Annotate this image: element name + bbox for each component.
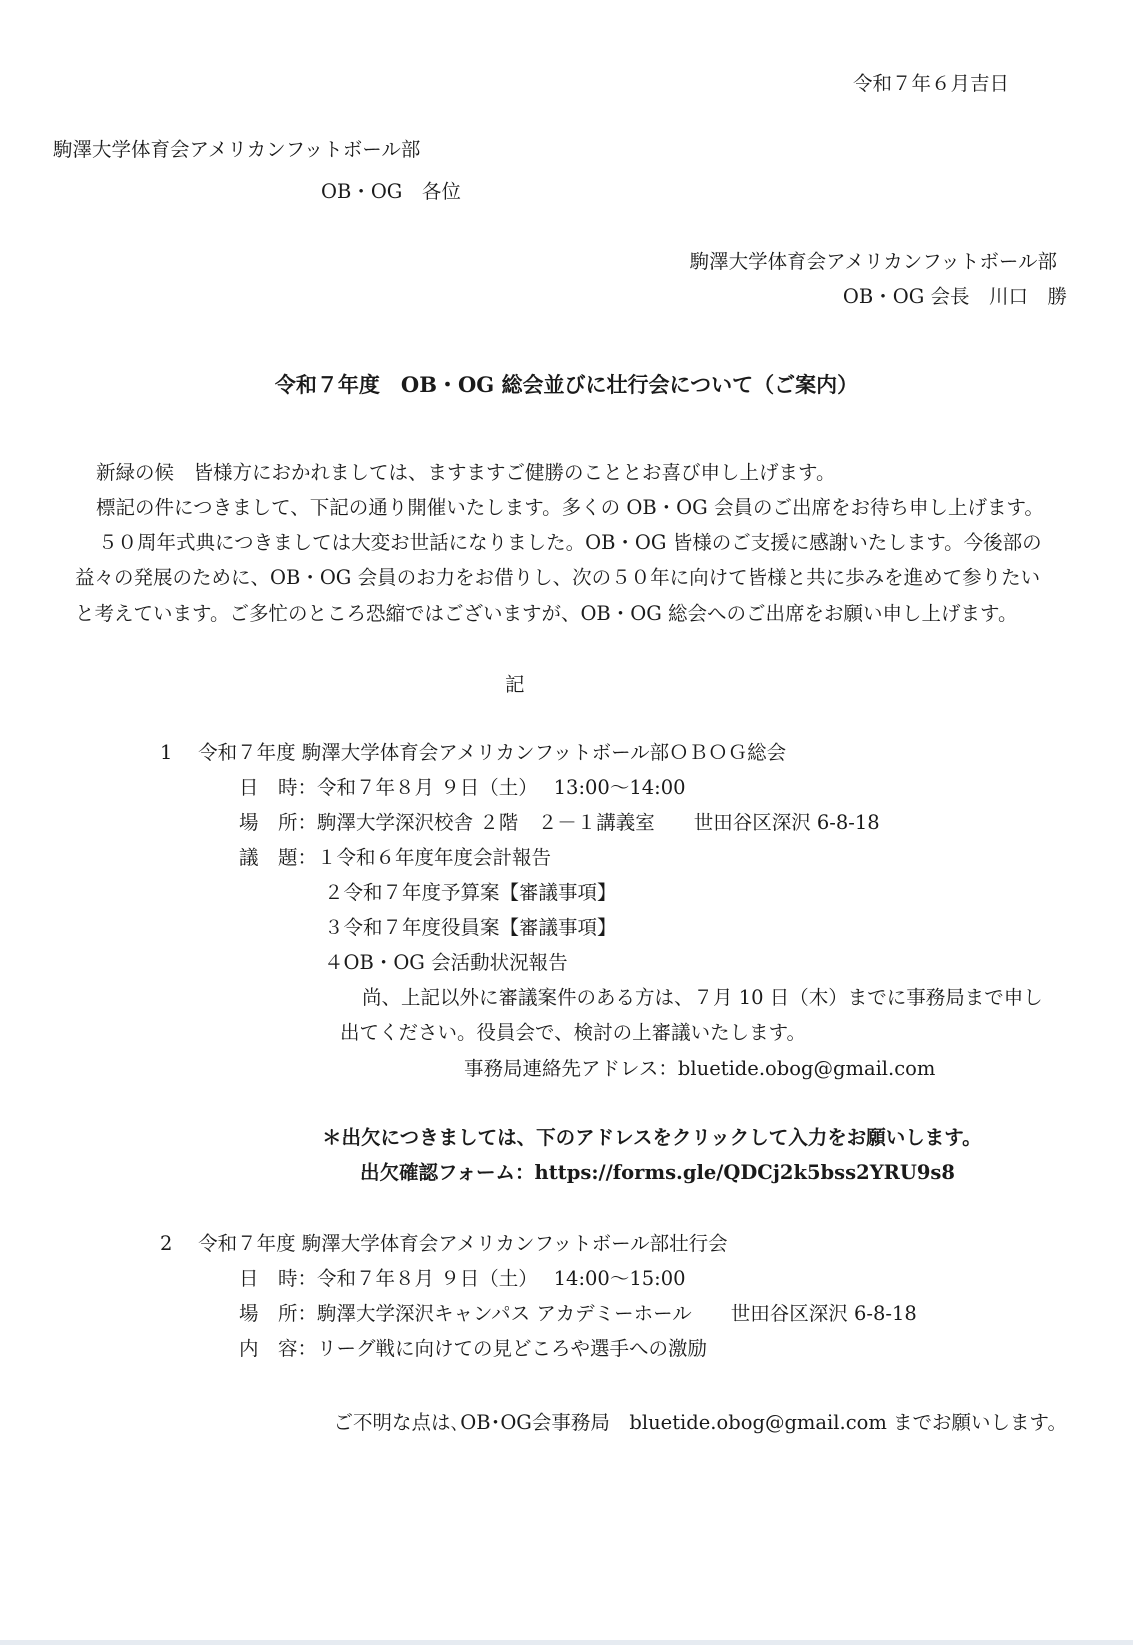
body-paragraph-3-line-3: と考えています。ご多忙のところ恐縮ではございますが、OB・OG 総会へのご出席をお願い申し上げます。: [75, 602, 1018, 625]
ki-marker: 記: [505, 673, 525, 696]
body-paragraph-1: 新緑の候 皆様方におかれましては、ますますご健勝のこととお喜び申し上げます。: [96, 461, 836, 484]
section2-datetime: 日 時：令和７年８月 ９日（土） 14:00～15:00: [239, 1267, 686, 1290]
section2-content: 内 容：リーグ戦に向けての見どころや選手への激励: [239, 1337, 708, 1360]
sender-organization: 駒澤大学体育会アメリカンフットボール部: [689, 250, 1057, 273]
page-bottom-bar: [0, 1640, 1133, 1645]
document-title: 令和７年度 OB・OG 総会並びに壮行会について（ご案内）: [274, 372, 859, 397]
footer-contact-note: ご不明な点は､OB･OG会事務局 bluetide.obog@gmail.com までお願いします。: [333, 1411, 1067, 1434]
section2-heading: 2 令和７年度 駒澤大学体育会アメリカンフットボール部壮行会: [160, 1232, 728, 1255]
sender-name: OB・OG 会長 川口 勝: [842, 285, 1067, 308]
section1-agenda-item-2: ２令和７年度予算案【審議事項】: [324, 881, 617, 904]
section1-agenda-item-3: ３令和７年度役員案【審議事項】: [324, 916, 617, 939]
recipient-line-2: OB・OG 各位: [321, 180, 461, 203]
section1-datetime: 日 時：令和７年８月 ９日（土） 13:00～14:00: [239, 776, 686, 799]
document-date: 令和７年６月吉日: [852, 72, 1009, 95]
rsvp-instruction: ＊出欠につきましては、下のアドレスをクリックして入力をお願いします。: [322, 1126, 982, 1149]
body-paragraph-3-line-2: 益々の発展のために、OB・OG 会員のお力をお借りし、次の５０年に向けて皆様と共に歩みを進めて参りたい: [75, 566, 1041, 589]
body-paragraph-2: 標記の件につきまして、下記の通り開催いたします。多くの OB・OG 会員のご出席をお待ち申し上げます。: [96, 496, 1044, 519]
section1-heading: 1 令和７年度 駒澤大学体育会アメリカンフットボール部ＯＢＯＧ総会: [160, 741, 787, 764]
section1-note-line-1: 尚、上記以外に審議案件のある方は、７月 10 日（木）までに事務局まで申し: [362, 986, 1043, 1009]
section1-agenda-item-1: 議 題：１令和６年度年度会計報告: [239, 846, 552, 869]
rsvp-form-link[interactable]: 出欠確認フォーム：https://forms.gle/QDCj2k5bss2YRU9s8: [360, 1161, 955, 1184]
recipient-line-1: 駒澤大学体育会アメリカンフットボール部: [53, 138, 421, 161]
section1-agenda-item-4: ４OB・OG 会活動状況報告: [324, 951, 568, 974]
section1-place: 場 所：駒澤大学深沢校舎 ２階 ２－１講義室 世田谷区深沢 6-8-18: [239, 811, 880, 834]
section1-contact-address: 事務局連絡先アドレス：bluetide.obog@gmail.com: [464, 1057, 936, 1080]
body-paragraph-3-line-1: ５０周年式典につきましては大変お世話になりました。OB・OG 皆様のご支援に感謝いたします。今後部の: [98, 531, 1042, 554]
section2-place: 場 所：駒澤大学深沢キャンパス アカデミーホール 世田谷区深沢 6-8-18: [239, 1302, 917, 1325]
section1-note-line-2: 出てください。役員会で、検討の上審議いたします。: [340, 1021, 807, 1044]
